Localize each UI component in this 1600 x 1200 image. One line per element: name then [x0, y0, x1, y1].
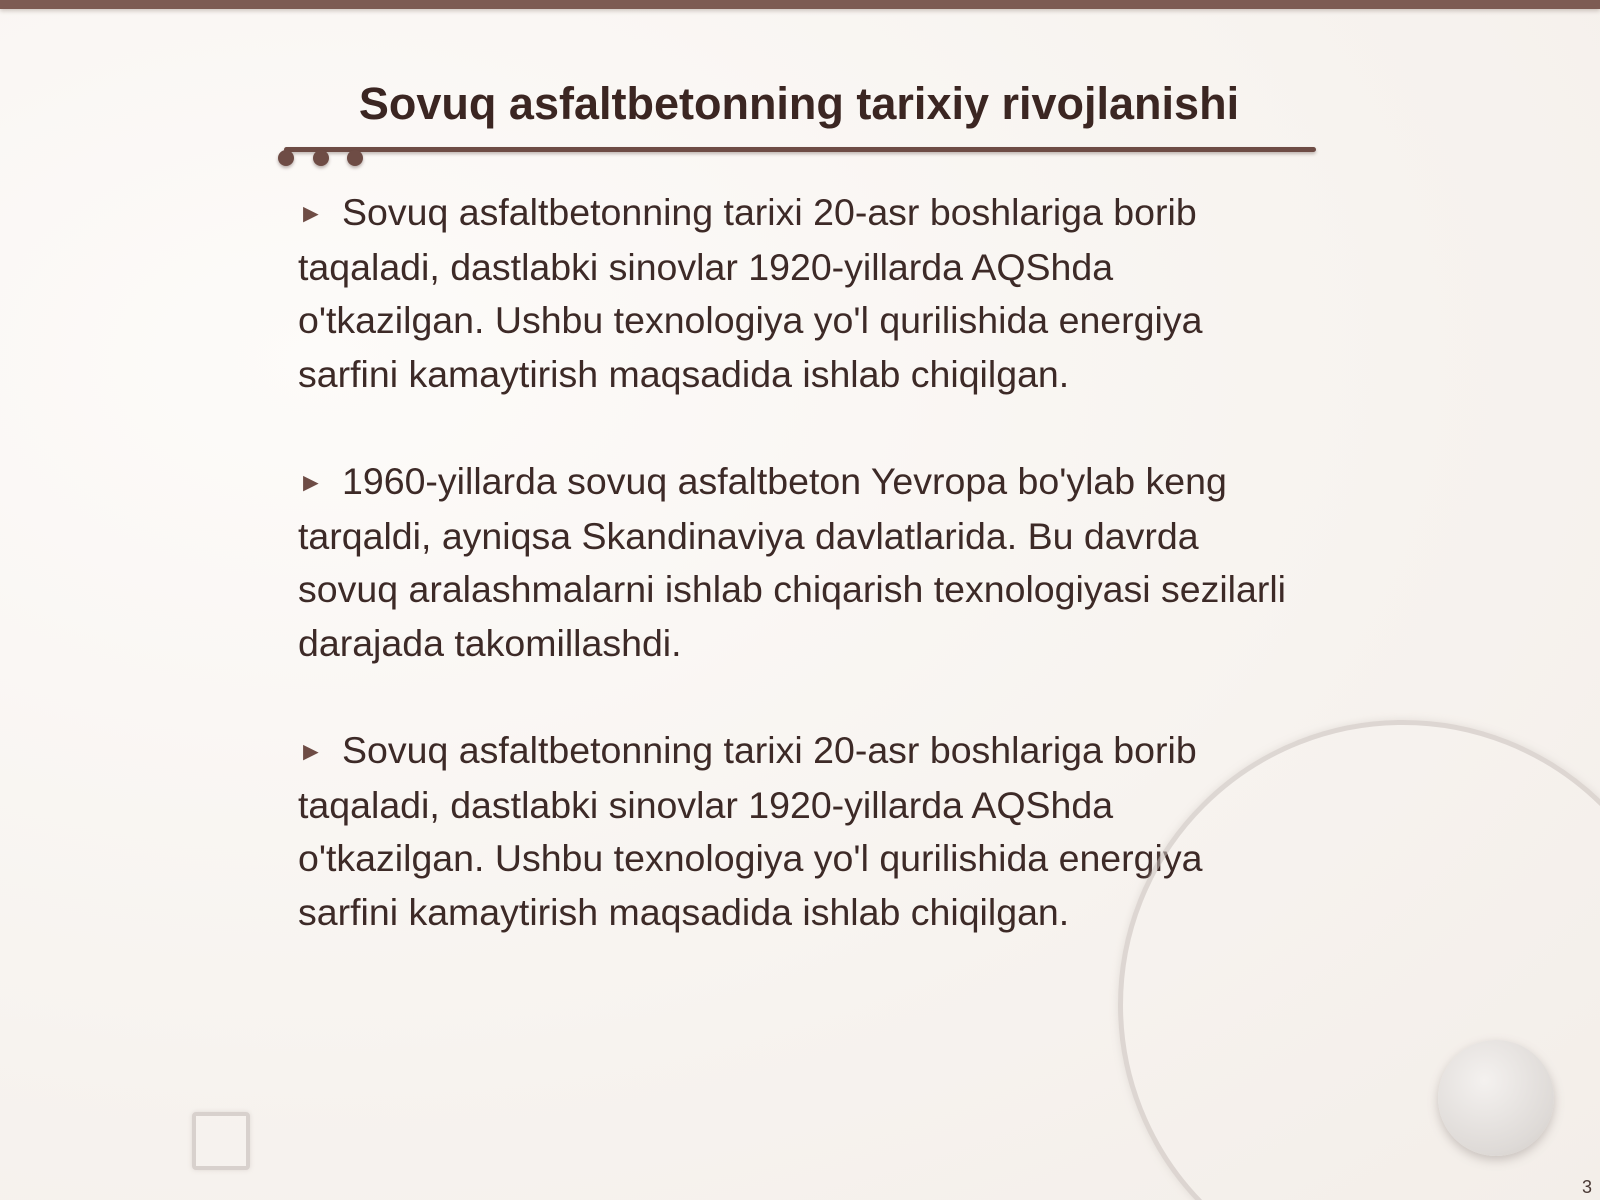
underline-dot — [347, 150, 363, 166]
decorative-square — [192, 1112, 250, 1170]
triangle-right-icon: ► — [298, 467, 324, 497]
underline-dot — [313, 150, 329, 166]
underline-dot — [278, 150, 294, 166]
bullet-text: 1960-yillarda sovuq asfaltbeton Yevropa bo'ylab keng tarqaldi, ayniqsa Skandinaviya davlatlarida. Bu davrda sovuq aralashmalarni ishlab chiqarish texnologiyasi sezilarli darajada takomillashdi. — [298, 460, 1286, 664]
bullet-item — [298, 455, 1298, 670]
bullet-list — [298, 186, 1298, 993]
decorative-circle — [1438, 1040, 1554, 1156]
bullet-text: Sovuq asfaltbetonning tarixi 20-asr boshlariga borib taqaladi, dastlabki sinovlar 1920-yillarda AQShda o'tkazilgan. Ushbu texnologiya yo'l qurilishida energiya sarfini kamaytirish maqsadida ishlab chiqilgan. — [298, 729, 1203, 933]
top-accent-bar — [0, 0, 1600, 9]
triangle-right-icon: ► — [298, 198, 324, 228]
title-underline — [284, 147, 1316, 152]
bullet-item — [298, 186, 1298, 401]
page-number: 3 — [1581, 1177, 1592, 1197]
triangle-right-icon: ► — [298, 736, 324, 766]
bullet-text: Sovuq asfaltbetonning tarixi 20-asr boshlariga borib taqaladi, dastlabki sinovlar 1920-yillarda AQShda o'tkazilgan. Ushbu texnologiya yo'l qurilishida energiya sarfini kamaytirish maqsadida ishlab chiqilgan. — [298, 191, 1203, 395]
slide-title: Sovuq asfaltbetonning tarixiy rivojlanishi — [358, 78, 1240, 129]
